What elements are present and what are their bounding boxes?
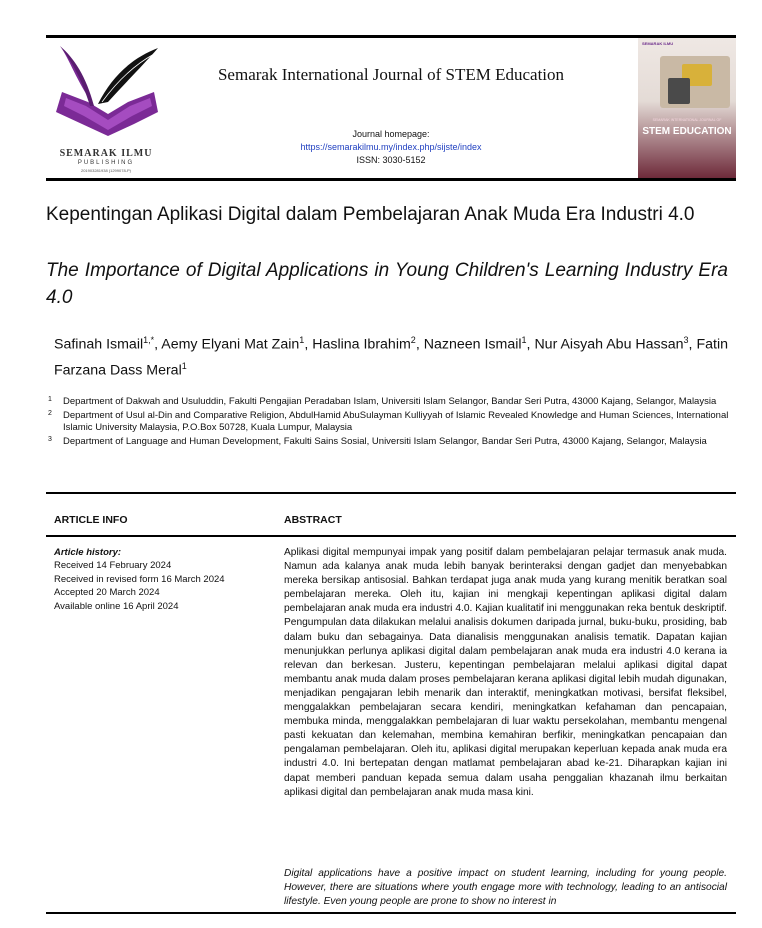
received-date: Received 14 February 2024	[54, 560, 172, 572]
affiliation-text: Department of Usul al-Din and Comparative Religion, AbdulHamid AbuSulayman Kulliyyah of Islamic Revealed Knowledge and Human Sciences, International Islamic University Malaysia, P.O.Box 50728, Kuala Lumpur, Malaysia	[63, 409, 729, 434]
journal-cover-image	[638, 38, 736, 178]
homepage-link[interactable]: https://semarakilmu.my/index.php/sijste/index	[300, 142, 482, 152]
affiliation-item	[46, 396, 736, 409]
journal-meta	[211, 128, 571, 167]
page-bottom-rule	[46, 912, 736, 914]
abstract-malay: Aplikasi digital mempunyai impak yang positif dalam pembelajaran pelajar termasuk anak muda. Namun ada kalanya anak muda lebih banyak berinteraksi dengan gadjet dan menyebabkan mereka bersikap antisosial. Bahkan terdapat juga anak muda yang kurang menitik beratkan soal pembelajaran mereka. Oleh itu, kajian ini mengkaji kepentingan aplikasi digital dalam pembelajaran anak muda era industri 4.0. Kajian kualitatif ini menggunakan reka bentuk deskriptif. Pengumpulan data dilakukan melalui analisis dokumen daripada jurnal, buku-buku, prosiding, bab dalam buku dan sebagainya. Data dianalisis menggunakan analisis tematik. Dapatan kajian menunjukkan perlunya aplikasi digital dalam pembelajaran anak muda era industri 4.0 kerana ia relevan dan berkesan. Justeru, kepentingan pembelajaran melalui aplikasi digital dapat membantu anak muda dalam proses pembelajaran kerana aplikasi digital lebih mudah digunakan, menjadikan pengajaran lebih menarik dan interaktif, meningkatkan motivasi, bersifat fleksibel, menggalakkan pembelajaran secara kendiri, meningkatkan kefahaman dan pencapaian, membuka minda, menggalakkan pembelajaran di luar waktu persekolahan, membantu mengenal pasti kekuatan dan kelemahan, membina kemahiran berfikir, meningkatkan pencapaian dan pengalaman pembelajaran. Oleh itu, aplikasi digital merupakan keperluan kepada anak muda era industri 4.0. Ini bertepatan dengan matlamat pembelajaran abad ke-21. Diharapkan kajian ini dapat memberi panduan kepada semua dalam usaha penggalian khazanah ilmu berkaitan aplikasi digital dan pembelajaran anak muda masa kini.	[284, 547, 727, 798]
author-affil-marker: 2	[410, 335, 416, 345]
accepted-date: Accepted 20 March 2024	[54, 587, 160, 599]
book-quill-icon	[46, 40, 166, 144]
cover-logo: SEMARAK ILMU	[642, 41, 674, 46]
author-name: Aemy Elyani Mat Zain	[161, 336, 300, 353]
affiliation-item	[46, 436, 736, 449]
affiliation-text: Department of Language and Human Development, Fakulti Sains Sosial, Universiti Islam Selangor, Bandar Seri Putra, 43000 Kajang, Selangor, Malaysia	[63, 435, 707, 447]
affiliation-list	[46, 396, 736, 449]
revised-date: Received in revised form 16 March 2024	[54, 573, 225, 585]
author-name: Haslina Ibrahim	[312, 336, 411, 353]
homepage-label: Journal homepage:	[352, 129, 430, 139]
author-name: Fatin Farzana Dass Meral	[54, 336, 728, 379]
affiliation-number: 3	[48, 435, 52, 443]
author-name: Safinah Ismail	[54, 336, 144, 353]
affiliation-text: Department of Dakwah and Usuluddin, Fakulti Pengajian Peradaban Islam, Universiti Islam Selangor, Bandar Seri Putra, 43000 Kajang, Selangor, Malaysia	[63, 396, 717, 407]
info-heading-rule	[46, 535, 736, 537]
journal-header	[46, 38, 736, 178]
affiliation-item	[46, 410, 736, 435]
header-bottom-rule	[46, 178, 736, 181]
issn: ISSN: 3030-5152	[356, 155, 426, 165]
author-name: Nur Aisyah Abu Hassan	[534, 336, 684, 353]
author-name: Nazneen Ismail	[423, 336, 522, 353]
author-affil-marker: 1	[299, 335, 305, 345]
author-affil-marker: 3	[683, 335, 689, 345]
author-affil-marker: 1	[521, 335, 527, 345]
online-date: Available online 16 April 2024	[54, 600, 179, 612]
abstract-heading: ABSTRACT	[284, 514, 342, 526]
affiliation-number: 1	[48, 396, 52, 403]
affiliation-number: 2	[48, 409, 52, 417]
publisher-name: SEMARAK ILMU	[59, 148, 153, 159]
author-affil-marker: 1	[181, 360, 187, 371]
publisher-logo	[46, 40, 166, 176]
author-list: Safinah Ismail$^{1,*}$, Aemy Elyani Mat Zain$^1$, Haslina Ibrahim$^2$, Nazneen Ismail$^1$, Nur Aisyah Abu Hassan$^3$, Fatin Farzana Dass Meral$^1$	[54, 335, 728, 379]
paper-title-malay: Kepentingan Aplikasi Digital dalam Pembelajaran Anak Muda Era Industri 4.0	[46, 204, 695, 225]
cover-graphic-dark	[668, 78, 690, 104]
article-history	[54, 546, 264, 613]
publisher-code: 201903281938 (1299078-P)	[80, 168, 132, 173]
cover-subtitle: SEMARAK INTERNATIONAL JOURNAL OF	[652, 118, 722, 122]
info-top-rule	[46, 492, 736, 494]
journal-title: Semarak International Journal of STEM Education	[217, 65, 565, 84]
abstract-english: Digital applications have a positive impact on student learning, including for young people. However, there are situations where youth engage more with technology, leading to an antisocial lifestyle. Even young people are prone to show no interest in	[284, 868, 727, 908]
article-history-label: Article history:	[54, 547, 122, 558]
publisher-sub: PUBLISHING	[77, 160, 135, 166]
author-affil-marker: 1,*	[143, 335, 155, 345]
cover-title: STEM EDUCATION	[642, 126, 732, 137]
paper-title-english: The Importance of Digital Applications in Young Children's Learning Industry Era 4.0	[46, 260, 728, 308]
article-info-heading: ARTICLE INFO	[54, 514, 128, 526]
